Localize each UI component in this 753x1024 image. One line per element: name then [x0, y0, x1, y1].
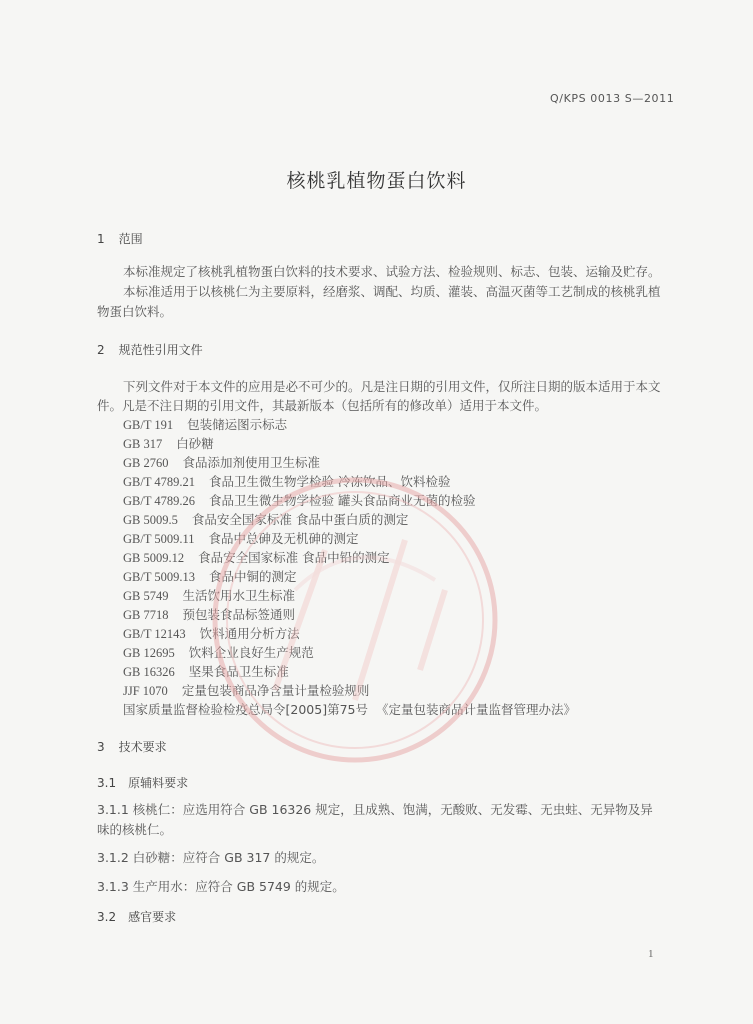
- section-1-paragraph-2b: 物蛋白饮料。: [97, 304, 173, 319]
- reference-title: 包装储运图示标志: [187, 417, 288, 432]
- section-2-paragraph-1b: 件。凡是不注日期的引用文件，其最新版本（包括所有的修改单）适用于本文件。: [97, 398, 548, 413]
- reference-number: GB 5009.5: [123, 513, 178, 527]
- section-3-heading: [97, 738, 167, 755]
- reference-number: 国家质量监督检验检疫总局令[2005]第75号: [123, 702, 368, 717]
- reference-item: [123, 434, 214, 452]
- section-3-number: 3: [97, 740, 105, 754]
- reference-title: 《定量包装商品计量监督管理办法》: [375, 702, 576, 717]
- section-2-paragraph-1a: 下列文件对于本文件的应用是必不可少的。凡是注日期的引用文件，仅所注日期的版本适用于本文: [123, 379, 661, 394]
- reference-title: 定量包装商品净含量计量检验规则: [181, 683, 370, 698]
- reference-item: [123, 453, 320, 471]
- clause-3-1-2: 3.1.2 白砂糖：应符合 GB 317 的规定。: [97, 850, 325, 865]
- section-1-title: 范围: [118, 232, 143, 246]
- reference-number: GB 12695: [123, 646, 175, 660]
- document-code: Q/KPS 0013 S—2011: [550, 92, 675, 105]
- page-number: 1: [648, 948, 654, 960]
- seal-stamp-icon: [205, 470, 505, 770]
- section-3-1-heading: [97, 774, 188, 791]
- reference-number: GB/T 5009.13: [123, 570, 195, 584]
- reference-number: GB/T 191: [123, 418, 174, 432]
- reference-title: 白砂糖: [176, 436, 214, 451]
- reference-title: 饮料通用分析方法: [199, 626, 300, 641]
- reference-title: 食品卫生微生物学检验 冷冻饮品、饮料检验: [209, 474, 451, 489]
- document-title: 核桃乳植物蛋白饮料: [286, 170, 467, 192]
- reference-number: GB/T 12143: [123, 627, 186, 641]
- reference-title: 坚果食品卫生标准: [188, 664, 289, 679]
- section-2-heading: [97, 341, 203, 358]
- section-1-heading: [97, 230, 143, 247]
- reference-title: 食品中总砷及无机砷的测定: [208, 531, 359, 546]
- reference-number: JJF 1070: [123, 684, 168, 698]
- reference-number: GB 5009.12: [123, 551, 185, 565]
- reference-number: GB 317: [123, 437, 163, 451]
- reference-number: GB 2760: [123, 456, 169, 470]
- reference-title: 食品安全国家标准 食品中蛋白质的测定: [191, 512, 409, 527]
- reference-title: 食品卫生微生物学检验 罐头食品商业无菌的检验: [209, 493, 476, 508]
- reference-title: 生活饮用水卫生标准: [182, 588, 296, 603]
- section-2-title: 规范性引用文件: [118, 343, 203, 357]
- reference-number: GB 16326: [123, 665, 175, 679]
- section-3-2-title: 感官要求: [128, 910, 177, 924]
- reference-title: 食品添加剂使用卫生标准: [182, 455, 321, 470]
- clause-3-1-1b: 味的核桃仁。: [97, 822, 173, 837]
- section-3-title: 技术要求: [118, 740, 167, 754]
- reference-item: [123, 415, 287, 433]
- reference-title: 食品中铜的测定: [209, 569, 297, 584]
- clause-3-1-3: 3.1.3 生产用水：应符合 GB 5749 的规定。: [97, 879, 345, 894]
- reference-number: GB/T 4789.26: [123, 494, 195, 508]
- reference-number: GB/T 4789.21: [123, 475, 195, 489]
- reference-title: 预包装食品标签通则: [182, 607, 296, 622]
- section-3-2-number: 3.2: [97, 910, 117, 924]
- reference-title: 饮料企业良好生产规范: [188, 645, 314, 660]
- section-2-number: 2: [97, 343, 105, 357]
- section-3-2-heading: [97, 908, 176, 925]
- section-1-paragraph-1: 本标准规定了核桃乳植物蛋白饮料的技术要求、试验方法、检验规则、标志、包装、运输及贮存。: [123, 264, 661, 279]
- reference-number: GB 5749: [123, 589, 169, 603]
- section-3-1-number: 3.1: [97, 776, 117, 790]
- reference-title: 食品安全国家标准 食品中铅的测定: [198, 550, 390, 565]
- reference-number: GB/T 5009.11: [123, 532, 195, 546]
- section-1-paragraph-2a: 本标准适用于以核桃仁为主要原料，经磨浆、调配、均质、灌装、高温灭菌等工艺制成的核桃乳植: [123, 284, 661, 299]
- section-3-1-title: 原辅料要求: [128, 776, 189, 790]
- reference-number: GB 7718: [123, 608, 169, 622]
- clause-3-1-1a: 3.1.1 核桃仁：应选用符合 GB 16326 规定，且成熟、饱满，无酸败、无发霉、无虫蛀、无异物及异: [97, 802, 653, 817]
- section-1-number: 1: [97, 232, 105, 246]
